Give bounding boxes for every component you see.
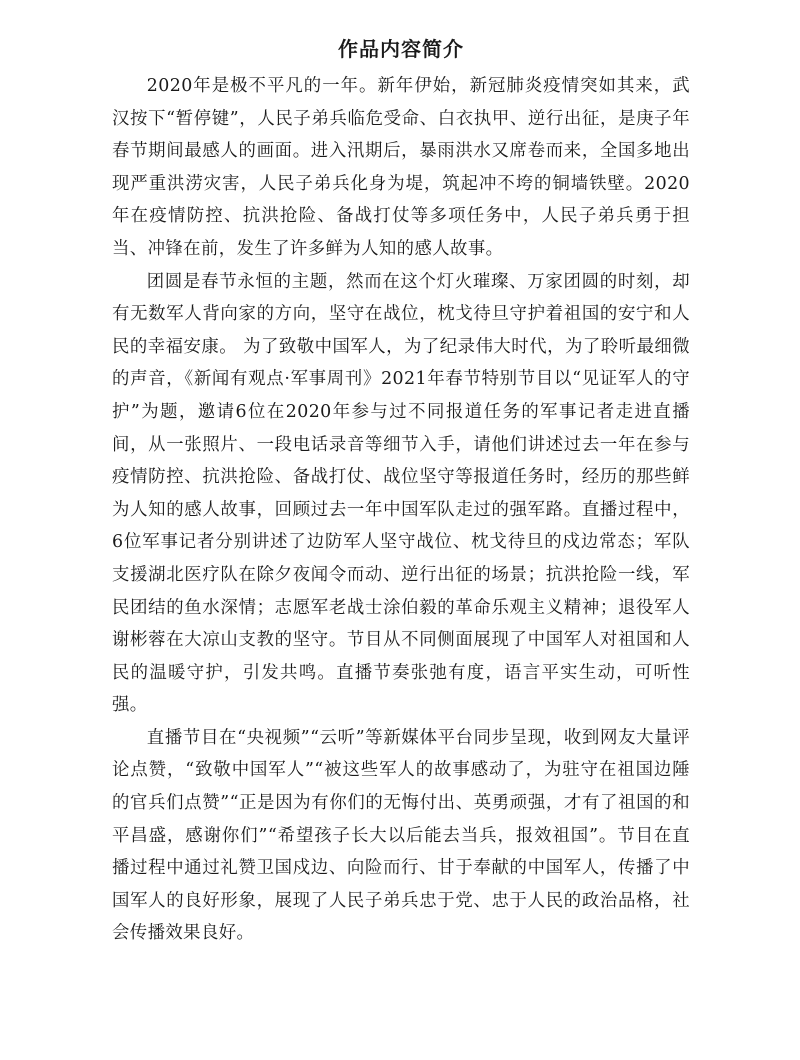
document-title: 作品内容简介	[338, 37, 464, 61]
paragraph-3: 直播节目在“央视频”“云听”等新媒体平台同步呈现，收到网友大量评论点赞，“致敬中国军人”“被这些军人的故事感动了，为驻守在祖国边陲的官兵们点赞”“正是因为有你们的无悔付出、英勇顽强，才有了祖国的和平昌盛，感谢你们”“希望孩子长大以后能去当兵，报效祖国”。节目在直播过程中通过礼赞卫国戍边、向险而行、甘于奉献的中国军人，传播了中国军人的良好形象，展现了人民子弟兵忠于党、忠于人民的政治品格，社会传播效果良好。	[112, 727, 690, 944]
paragraph-1: 2020年是极不平凡的一年。新年伊始，新冠肺炎疫情突如其来，武汉按下“暂停键”，人民子弟兵临危受命、白衣执甲、逆行出征，是庚子年春节期间最感人的画面。进入汛期后，暴雨洪水又席卷而来，全国多地出现严重洪涝灾害，人民子弟兵化身为堤，筑起冲不垮的铜墙铁壁。2020年在疫情防控、抗洪抢险、备战打仗等多项任务中，人民子弟兵勇于担当、冲锋在前，发生了许多鲜为人知的感人故事。	[112, 76, 690, 259]
paragraph-2: 团圆是春节永恒的主题，然而在这个灯火璀璨、万家团圆的时刻，却有无数军人背向家的方向，坚守在战位，枕戈待旦守护着祖国的安宁和人民的幸福安康。 为了致敬中国军人，为了纪录伟大时代，为了聆听最细微的声音，《新闻有观点·军事周刊》2021年春节特别节目以“见证军人的守护”为题，邀请6位在2020年参与过不同报道任务的军事记者走进直播间，从一张照片、一段电话录音等细节入手，请他们讲述过去一年在参与疫情防控、抗洪抢险、备战打仗、战位坚守等报道任务时，经历的那些鲜为人知的感人故事，回顾过去一年中国军队走过的强军路。直播过程中，6位军事记者分别讲述了边防军人坚守战位、枕戈待旦的戍边常态；军队支援湖北医疗队在除夕夜闻令而动、逆行出征的场景；抗洪抢险一线，军民团结的鱼水深情；志愿军老战士涂伯毅的革命乐观主义精神；退役军人谢彬蓉在大凉山支教的坚守。节目从不同侧面展现了中国军人对祖国和人民的温暖守护，引发共鸣。直播节奏张弛有度，语言平实生动，可听性强。	[112, 271, 690, 716]
